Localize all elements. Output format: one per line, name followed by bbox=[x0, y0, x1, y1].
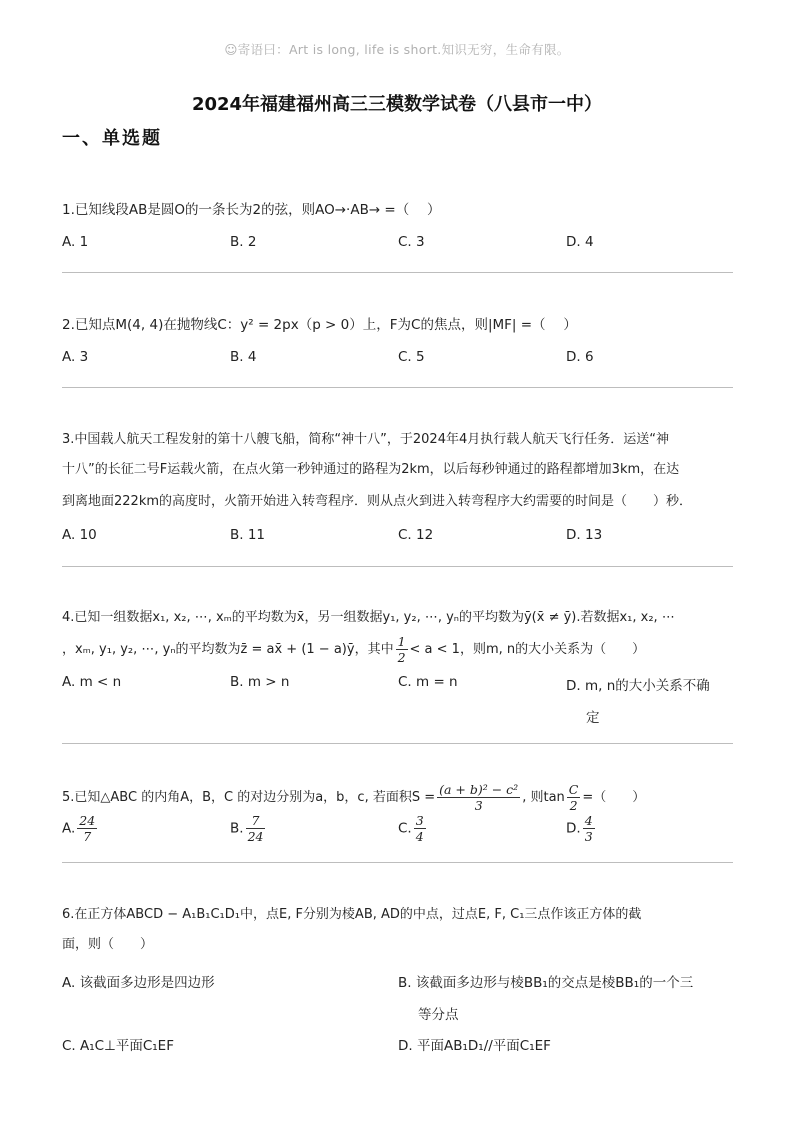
divider bbox=[62, 272, 733, 273]
question-2-option-a[interactable]: A. 3 bbox=[62, 349, 89, 365]
question-3-line-2: 十八”的长征二号F运载火箭，在点火第一秒钟通过的路程为2km，以后每秒钟通过的路程都增加3km，在达 bbox=[62, 462, 680, 477]
question-4-text-2b: < a < 1，则m, n的大小关系为（ ） bbox=[409, 642, 646, 657]
question-4-line-1 bbox=[62, 604, 732, 632]
fraction-denominator: 3 bbox=[584, 829, 593, 844]
question-3-line-1 bbox=[62, 426, 732, 454]
fraction-denominator: 7 bbox=[83, 829, 92, 844]
question-5-stem bbox=[62, 775, 732, 821]
question-3-number: 3. bbox=[62, 432, 75, 447]
question-1-option-a[interactable]: A. 1 bbox=[62, 234, 89, 250]
option-label: A. bbox=[62, 820, 76, 837]
question-3-option-c[interactable]: C. 12 bbox=[398, 527, 434, 543]
option-label: C. bbox=[398, 820, 412, 837]
question-3-line-3: 到离地面222km的高度时，火箭开始进入转弯程序．则从点火到进入转弯程序大约需要的时间是（ ）秒． bbox=[62, 494, 693, 509]
question-5-text-a: 已知△ABC 的内角A，B，C 的对边分别为a，b，c, 若面积S = bbox=[74, 790, 436, 805]
option-fraction bbox=[77, 813, 97, 844]
option-label: B. bbox=[230, 820, 244, 837]
divider bbox=[62, 566, 733, 567]
fraction-numerator: 24 bbox=[79, 813, 96, 828]
question-2-number: 2. bbox=[62, 317, 75, 333]
fraction-denominator: 4 bbox=[415, 829, 424, 844]
question-3-option-d[interactable]: D. 13 bbox=[566, 527, 603, 543]
fraction-numerator: 4 bbox=[584, 813, 593, 828]
fraction-numerator: 7 bbox=[246, 813, 266, 829]
question-4-option-d[interactable]: D. m, n的大小关系不确 bbox=[566, 678, 710, 694]
question-6-option-c[interactable]: C. A₁C⊥平面C₁EF bbox=[62, 1038, 174, 1054]
divider bbox=[62, 862, 733, 863]
question-5-option-b[interactable] bbox=[230, 813, 267, 844]
option-fraction bbox=[246, 813, 266, 844]
question-4-text-2a: ，xₘ, y₁, y₂, ⋯, yₙ的平均数为z̄ = ax̄ + (1 − a)ȳ，其中 bbox=[62, 642, 394, 657]
fraction-numerator: 1 bbox=[397, 634, 406, 649]
area-numerator: (a + b)² − c² bbox=[439, 782, 519, 797]
question-4-text-1: 已知一组数据x₁, x₂, ⋯, xₘ的平均数为x̄，另一组数据y₁, y₂, ⋯, yₙ的平均数为ȳ(x̄ ≠ ȳ).若数据x₁, x₂, ⋯ bbox=[74, 610, 675, 625]
question-5-text-c: =（ ） bbox=[582, 790, 646, 805]
option-fraction bbox=[414, 813, 426, 844]
option-label: D. bbox=[566, 820, 581, 837]
question-4-option-d-continued: 定 bbox=[586, 710, 600, 726]
question-5-option-d[interactable] bbox=[566, 813, 597, 844]
question-4-number: 4. bbox=[62, 610, 75, 625]
question-3-option-a[interactable]: A. 10 bbox=[62, 527, 97, 543]
divider bbox=[62, 743, 733, 744]
question-2-stem bbox=[62, 311, 732, 339]
question-5-number: 5. bbox=[62, 790, 75, 805]
question-1-stem bbox=[62, 196, 732, 224]
question-6-line-1 bbox=[62, 901, 732, 929]
question-6-line-2: 面，则（ ） bbox=[62, 937, 154, 952]
question-1-option-b[interactable]: B. 2 bbox=[230, 234, 257, 250]
fraction-denominator: 2 bbox=[397, 650, 406, 665]
question-6-number: 6. bbox=[62, 907, 75, 922]
divider bbox=[62, 387, 733, 388]
header-motto: ☺寄语曰：Art is long, life is short.知识无穷，生命有限。 bbox=[224, 42, 570, 57]
area-fraction bbox=[437, 782, 520, 813]
question-1-option-c[interactable]: C. 3 bbox=[398, 234, 425, 250]
exam-title: 2024年福建福州高三三模数学试卷（八县市一中） bbox=[191, 94, 603, 115]
section-heading: 一、单选题 bbox=[62, 128, 162, 149]
tan-fraction bbox=[567, 782, 581, 813]
question-5-option-c[interactable] bbox=[398, 813, 428, 844]
question-4-option-b[interactable]: B. m > n bbox=[230, 674, 290, 690]
fraction-one-half bbox=[396, 634, 408, 665]
area-denominator: 3 bbox=[474, 798, 483, 813]
question-4-option-c[interactable]: C. m = n bbox=[398, 674, 458, 690]
question-6-option-b-continued: 等分点 bbox=[418, 1007, 459, 1023]
question-6-option-a[interactable]: A. 该截面多边形是四边形 bbox=[62, 975, 215, 991]
question-6-option-d[interactable]: D. 平面AB₁D₁//平面C₁EF bbox=[398, 1038, 551, 1054]
tan-denominator: 2 bbox=[569, 798, 578, 813]
question-2-text: 已知点M(4, 4)在抛物线C：y² = 2px（p > 0）上，F为C的焦点，则|MF| =（ ） bbox=[74, 317, 577, 333]
question-6-option-b[interactable]: B. 该截面多边形与棱BB₁的交点是棱BB₁的一个三 bbox=[398, 975, 694, 991]
question-1-text: 已知线段AB是圆O的一条长为2的弦，则AO→·AB→ =（ ） bbox=[74, 202, 441, 218]
question-4-option-a[interactable]: A. m < n bbox=[62, 674, 122, 690]
question-3-text-1: 中国载人航天工程发射的第十八艘飞船，简称“神十八”，于2024年4月执行载人航天飞行任务．运送“神 bbox=[74, 432, 669, 447]
question-6-text-1: 在正方体ABCD − A₁B₁C₁D₁中，点E, F分别为棱AB, AD的中点，过点E, F, C₁三点作该正方体的截 bbox=[74, 907, 642, 922]
fraction-denominator: 24 bbox=[247, 829, 264, 844]
question-5-option-a[interactable] bbox=[62, 813, 99, 844]
fraction-numerator: 3 bbox=[415, 813, 424, 828]
question-4-line-2 bbox=[62, 634, 732, 666]
question-5-text-b: , 则tan bbox=[522, 790, 565, 805]
question-1-option-d[interactable]: D. 4 bbox=[566, 234, 594, 250]
question-1-number: 1. bbox=[62, 202, 75, 218]
question-2-option-c[interactable]: C. 5 bbox=[398, 349, 425, 365]
tan-numerator: C bbox=[568, 782, 579, 797]
question-2-option-b[interactable]: B. 4 bbox=[230, 349, 257, 365]
question-2-option-d[interactable]: D. 6 bbox=[566, 349, 594, 365]
question-3-option-b[interactable]: B. 11 bbox=[230, 527, 266, 543]
option-fraction bbox=[583, 813, 595, 844]
